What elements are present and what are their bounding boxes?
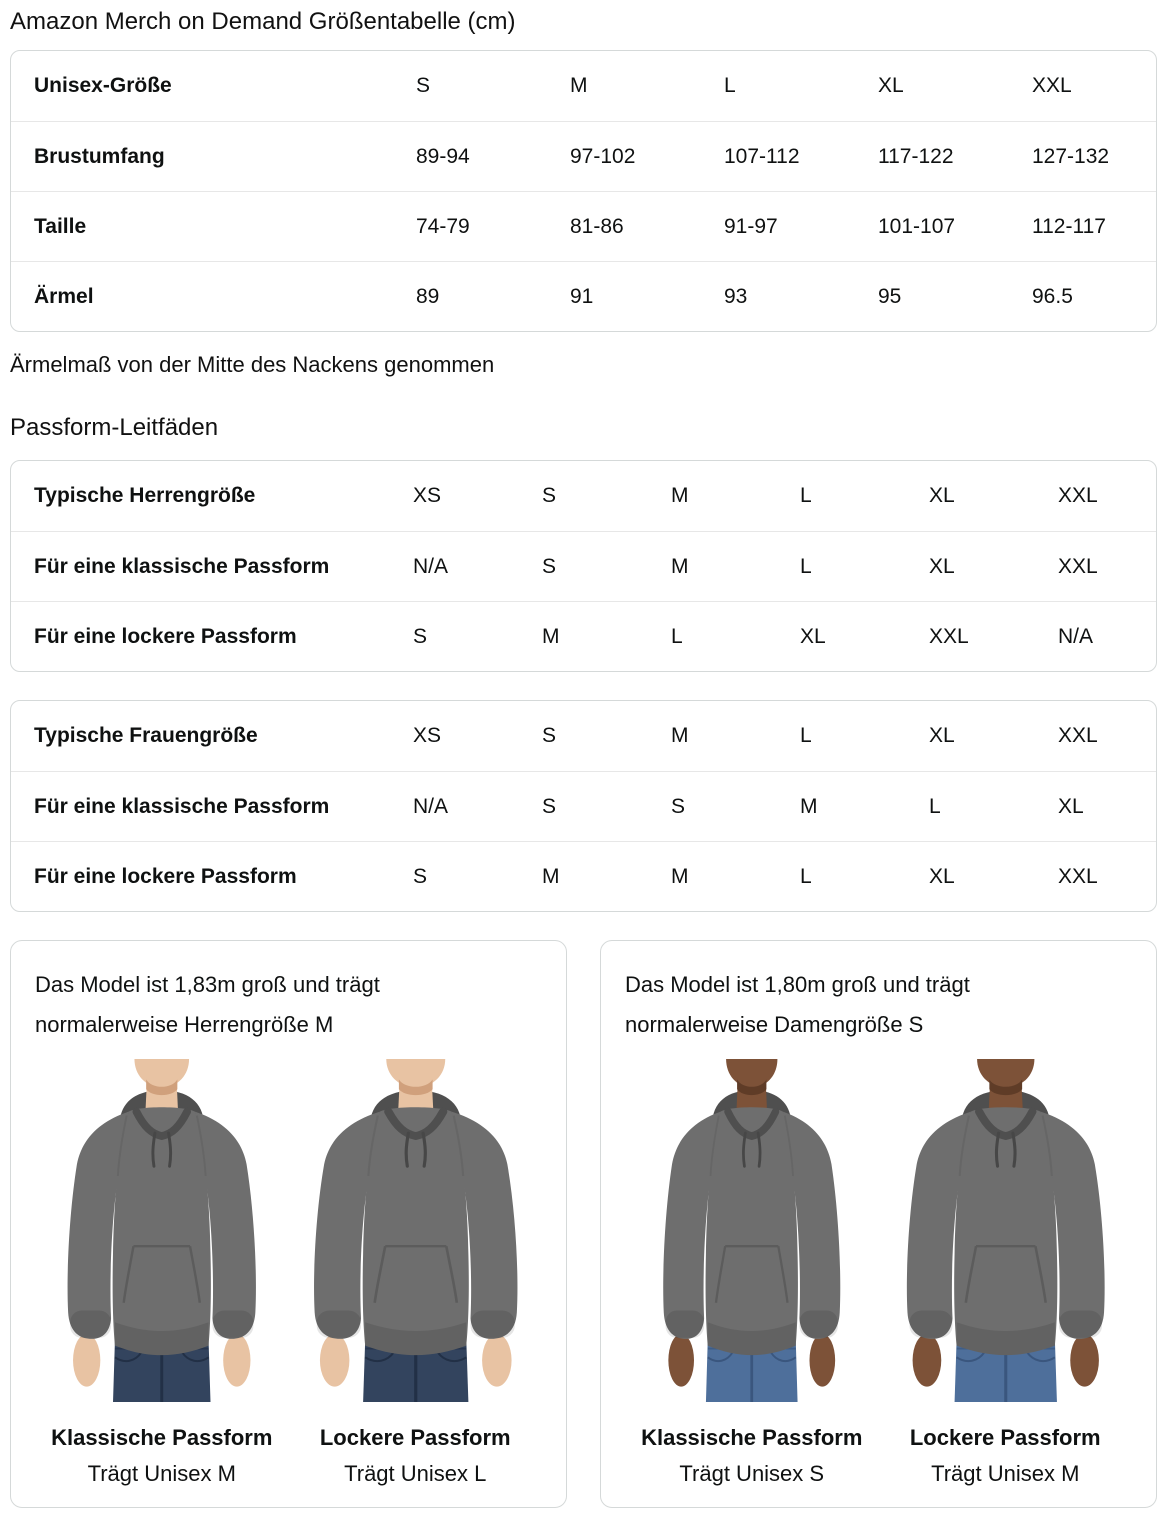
size-cell: 74-79: [416, 214, 470, 238]
size-cell: XL: [929, 484, 955, 507]
size-cell: S: [413, 864, 428, 888]
size-cell: XXL: [1058, 484, 1098, 507]
figure-loose-fit: [879, 1059, 1133, 1487]
size-cell: L: [671, 624, 683, 648]
size-cell: 97-102: [570, 144, 636, 168]
size-cell: L: [800, 554, 812, 578]
size-cell: S: [542, 554, 557, 578]
size-cell: 91: [570, 284, 594, 308]
size-cell: 117-122: [878, 144, 954, 168]
size-cell: XL: [1058, 794, 1084, 818]
size-label: Trägt Unisex M: [87, 1461, 236, 1486]
size-cell: XXL: [1058, 724, 1098, 747]
size-cell: XL: [800, 624, 826, 648]
size-cell: S: [542, 724, 557, 747]
model-card-women: [600, 940, 1157, 1508]
size-cell: 127-132: [1032, 144, 1110, 168]
table-row: [11, 461, 1156, 531]
size-cell: M: [570, 74, 588, 97]
size-cell: L: [800, 484, 812, 507]
size-cell: M: [671, 484, 689, 507]
size-cell: 112-117: [1032, 214, 1106, 238]
size-cell: M: [800, 794, 818, 818]
size-label: Trägt Unisex S: [679, 1461, 825, 1486]
size-cell: M: [671, 554, 689, 578]
size-label: Trägt Unisex M: [931, 1461, 1080, 1486]
row-label: Für eine lockere Passform: [34, 864, 297, 888]
size-cell: 101-107: [878, 214, 956, 238]
figures: [35, 1059, 542, 1487]
figure-classic-fit: [35, 1059, 289, 1487]
model-photo-male-classic-fit: [35, 1059, 289, 1411]
row-label: Typische Herrengröße: [34, 484, 256, 507]
sleeve-measure-note: Ärmelmaß von der Mitte des Nackens genommen: [10, 352, 495, 377]
page-title: Amazon Merch on Demand Größentabelle (cm): [10, 8, 516, 35]
size-cell: S: [542, 794, 557, 818]
table-row: [11, 261, 1156, 331]
fit-label: Lockere Passform: [909, 1425, 1101, 1450]
fit-table-women: [10, 700, 1157, 912]
model-photo-male-loose-fit: [289, 1059, 543, 1411]
size-cell: L: [724, 74, 736, 97]
table-row: [11, 841, 1156, 911]
size-cell: L: [800, 864, 812, 888]
size-cell: XL: [929, 724, 955, 747]
size-cell: XL: [929, 864, 955, 888]
size-cell: N/A: [413, 554, 449, 578]
model-description: Das Model ist 1,80m groß und trägt normalerweise Damengröße S: [625, 972, 970, 1037]
size-cell: S: [542, 484, 557, 507]
fit-guides-title: Passform-Leitfäden: [10, 414, 219, 441]
size-cell: XXL: [929, 624, 969, 648]
size-cell: XXL: [1032, 74, 1072, 97]
model-description: Das Model ist 1,83m groß und trägt normalerweise Herrengröße M: [35, 972, 380, 1037]
size-cell: L: [929, 794, 941, 818]
row-label: Ärmel: [34, 284, 94, 308]
fit-label: Klassische Passform: [51, 1425, 273, 1450]
row-label: Typische Frauengröße: [34, 724, 258, 747]
row-label: Für eine klassische Passform: [34, 554, 330, 578]
size-cell: M: [542, 864, 560, 888]
fit-label: Lockere Passform: [319, 1425, 511, 1450]
size-cell: XL: [929, 554, 955, 578]
table-row: [11, 601, 1156, 671]
size-cell: L: [800, 724, 812, 747]
size-cell: XXL: [1058, 864, 1098, 888]
figure-loose-fit: [289, 1059, 543, 1487]
row-label: Für eine lockere Passform: [34, 624, 297, 648]
size-cell: XS: [413, 724, 442, 747]
size-cell: S: [416, 74, 431, 97]
table-row: [11, 191, 1156, 261]
size-cell: 93: [724, 284, 748, 308]
table-row: [11, 701, 1156, 771]
fit-table-men: [10, 460, 1157, 672]
size-cell: 81-86: [570, 214, 624, 238]
figure-classic-fit: [625, 1059, 879, 1487]
table-row: [11, 531, 1156, 601]
unisex-size-table: [10, 50, 1157, 332]
size-cell: N/A: [1058, 624, 1094, 648]
table-row: [11, 51, 1156, 121]
figures: [625, 1059, 1132, 1487]
size-cell: S: [413, 624, 428, 648]
size-cell: M: [671, 724, 689, 747]
size-cell: N/A: [413, 794, 449, 818]
size-cell: 89-94: [416, 144, 470, 168]
size-label: Trägt Unisex L: [344, 1461, 487, 1486]
model-photo-female-classic-fit: [625, 1059, 879, 1411]
size-cell: M: [542, 624, 560, 648]
size-cell: 107-112: [724, 144, 800, 168]
table-row: [11, 771, 1156, 841]
row-label: Unisex-Größe: [34, 74, 172, 97]
size-cell: XS: [413, 484, 442, 507]
row-label: Brustumfang: [34, 144, 165, 168]
fit-label: Klassische Passform: [641, 1425, 863, 1450]
size-cell: 96.5: [1032, 284, 1073, 308]
size-cell: XXL: [1058, 554, 1098, 578]
size-cell: XL: [878, 74, 904, 97]
model-card-men: [10, 940, 567, 1508]
size-cell: M: [671, 864, 689, 888]
size-cell: S: [671, 794, 686, 818]
table-row: [11, 121, 1156, 191]
row-label: Taille: [34, 214, 87, 238]
row-label: Für eine klassische Passform: [34, 794, 330, 818]
size-cell: 91-97: [724, 214, 778, 238]
size-cell: 89: [416, 284, 440, 308]
size-cell: 95: [878, 284, 902, 308]
model-cards-row: [10, 940, 1157, 1508]
model-photo-female-loose-fit: [879, 1059, 1133, 1411]
